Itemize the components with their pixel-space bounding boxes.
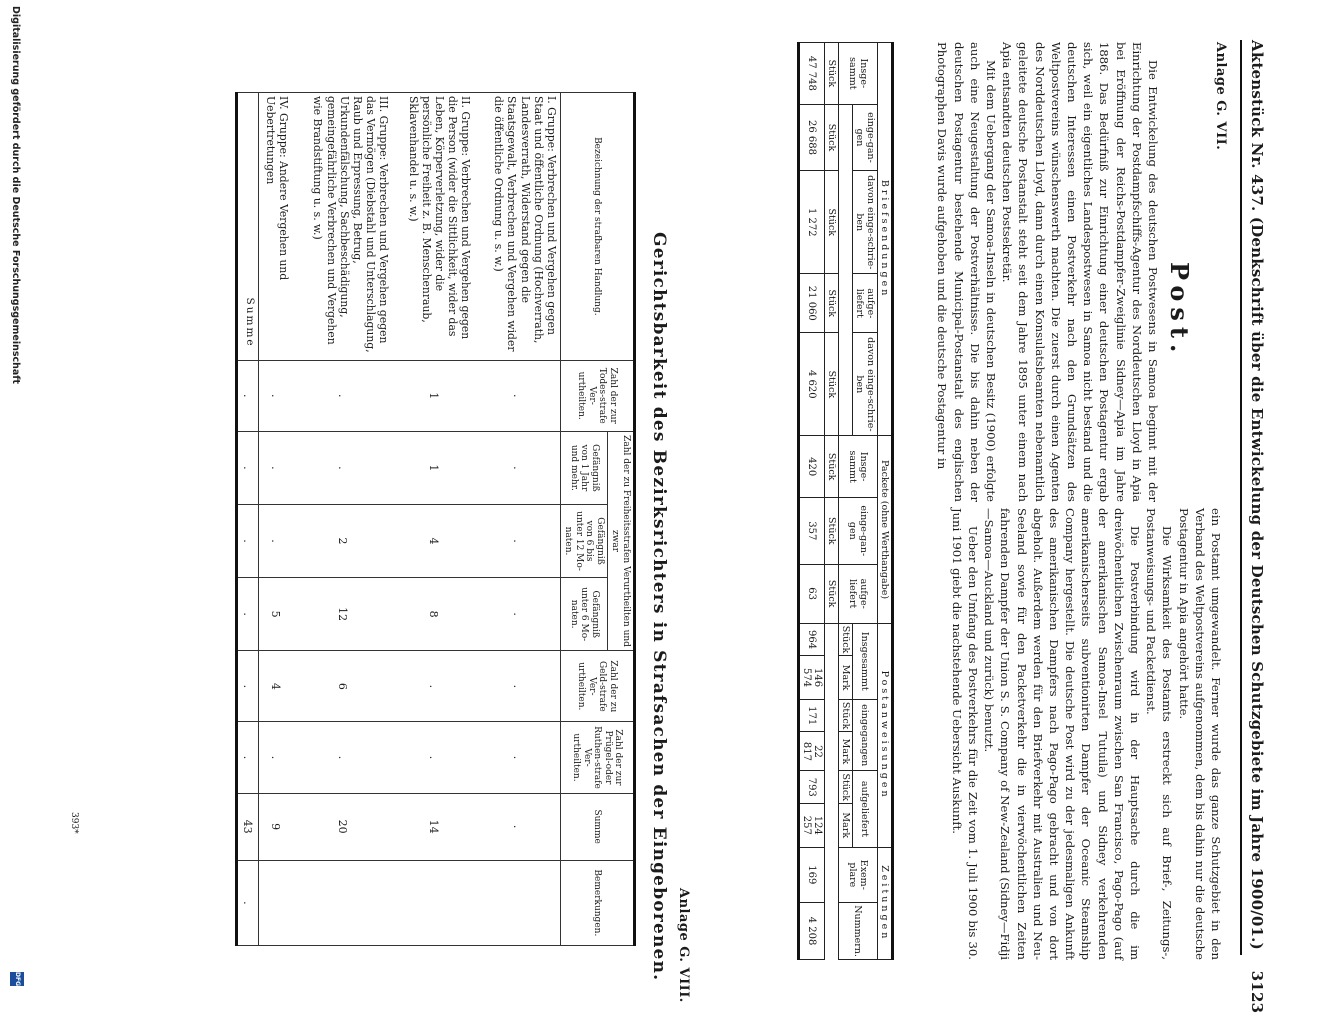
unit-cell: Stück bbox=[825, 564, 839, 623]
table-row bbox=[259, 93, 293, 946]
cell bbox=[475, 860, 561, 945]
col-header: eingegangen bbox=[853, 699, 878, 771]
cell: . bbox=[393, 722, 475, 793]
cell: 20 bbox=[293, 793, 393, 860]
unit-header: Mark bbox=[839, 656, 853, 700]
col-header-bezeichnung: Bezeichnung der strafbaren Handlung. bbox=[561, 93, 635, 361]
sum-label: Summe bbox=[237, 93, 259, 361]
col-header: aufge-liefert bbox=[853, 274, 878, 333]
col-header: Insge-sammt bbox=[839, 436, 878, 498]
cell: 9 bbox=[259, 793, 293, 860]
group-header: Zeitungen bbox=[878, 847, 893, 959]
unit-header: Mark bbox=[839, 732, 853, 771]
unit-header: Mark bbox=[839, 804, 853, 848]
unit-header: Stück bbox=[839, 623, 853, 656]
cell: 1 bbox=[393, 431, 475, 504]
value-cell: 420 bbox=[799, 436, 825, 498]
cell: 5 bbox=[259, 578, 293, 651]
col-header: Nummern. bbox=[839, 903, 878, 960]
header-rule bbox=[1240, 40, 1242, 955]
post-text-right bbox=[949, 508, 1224, 960]
cell: . bbox=[475, 431, 561, 504]
unit-header: Stück bbox=[839, 771, 853, 804]
col-header-todes: Zahl der zur Todes-strafe Ver-urtheilten. bbox=[561, 360, 635, 431]
value-cell: 4 620 bbox=[799, 333, 825, 436]
value-cell: 26 688 bbox=[799, 104, 825, 171]
row-label: I. Gruppe: Verbrechen und Vergehen gegen Staat und öffentliche Ordnung (Hochverrath, Landesverrath, Widerstand gegen die Staatsgewalt, Verbrechen und Vergehen wider die öffentliche Ordnung u. s. w.) bbox=[475, 93, 561, 361]
cell: . bbox=[237, 578, 259, 651]
value-cell: 169 bbox=[799, 847, 825, 903]
table-row bbox=[293, 93, 393, 946]
cell: 2 bbox=[293, 504, 393, 577]
unit-cell: Stück bbox=[825, 171, 839, 274]
paragraph: Die Entwickelung des deutschen Postwesens in Samoa beginnt mit der Einrichtung der Postdampfschiffs-Agentur des Norddeutschen Lloyd in Apia bei Eröffnung der Reichs-Postdampfer-Zweiglinie Sidney—Apia im Jahre 1886. Das Bedürfniß zur Einrichtung einer deutschen Postagentur ergab sich, weil ein eigentliches Landespostwesen in Samoa nicht bestand und die deutschen Interessen einen Postverkehr nach den Grundsätzen des Weltpostvereins wünschenswerth machten. Die zuerst durch einen Agenten des Norddeutschen Lloyd, dann durch einen Konsulatsbeamten nebenamtlich geleitete deutsche Postanstalt steht seit dem Jahre 1895 unter einem nach Apia entsandten deutschen Postsekretär. bbox=[1000, 42, 1160, 502]
col-header-f3: Gefängniß unter 6 Mo-naten. bbox=[561, 578, 608, 651]
value-cell: 124 257 bbox=[799, 804, 825, 848]
group-header: Postanweisungen bbox=[878, 623, 893, 847]
cell: 8 bbox=[393, 578, 475, 651]
court-statistics-table bbox=[235, 92, 636, 946]
cell: . bbox=[259, 504, 293, 577]
value-cell: 21 060 bbox=[799, 274, 825, 333]
col-header-geld: Zahl der zu Geld-strafe Ver-urtheilten. bbox=[561, 651, 635, 722]
cell: 12 bbox=[293, 578, 393, 651]
value-cell: 63 bbox=[799, 564, 825, 623]
cell: . bbox=[475, 578, 561, 651]
value-cell: 964 bbox=[799, 623, 825, 656]
anlage-g-vii-label: Anlage G. VII. bbox=[1213, 42, 1228, 151]
paragraph: Die Wirksamkeit des Postamts erstreckt sich auf Brief-, Zeitungs-, Postanweisungs- und Packetdienst. bbox=[1144, 508, 1175, 960]
cell: . bbox=[237, 360, 259, 431]
cell: 4 bbox=[259, 651, 293, 722]
row-label: II. Gruppe: Verbrechen und Vergehen gegen die Person (wider die Sittlichkeit, wider das Leben, Körperverletzung, wider die persönliche Freiheit z. B. Menschenraub, Sklavenhandel u. s. w.) bbox=[393, 93, 475, 361]
sum-row bbox=[237, 93, 259, 946]
cell: . bbox=[259, 431, 293, 504]
post-heading: Post. bbox=[1165, 262, 1194, 359]
group-header: Briefsendungen bbox=[878, 43, 893, 436]
unit-cell: Stück bbox=[825, 436, 839, 498]
cell: . bbox=[237, 504, 259, 577]
row-label: III. Gruppe: Verbrechen und Vergehen gegen das Vermögen (Diebstahl und Unterschlagung, Raub und Erpressung, Betrug, Urkundenfälschung, Sachbeschädigung, gemeingefährliche Verbrechen und Vergehen wie Brandstiftung u. s. w.) bbox=[293, 93, 393, 361]
cell bbox=[393, 860, 475, 945]
funding-note: Digitalisierung gefördert durch die Deutsche Forschungsgemeinschaft bbox=[10, 6, 21, 384]
dfg-logo-icon: DFG bbox=[10, 972, 24, 986]
col-header: einge-gan-gen bbox=[839, 498, 878, 565]
unit-cell: Stück bbox=[825, 333, 839, 436]
cell: 43 bbox=[237, 793, 259, 860]
cell: . bbox=[475, 651, 561, 722]
cell: . bbox=[293, 722, 393, 793]
cell: 14 bbox=[393, 793, 475, 860]
col-header-pruegel: Zahl der zur Prügel-oder Ruthen-strafe Ver-urtheilten. bbox=[561, 722, 635, 793]
court-heading: Gerichtsbarkeit des Bezirksrichters in Strafsachen der Eingeborenen. bbox=[649, 232, 669, 982]
paragraph: ein Postamt umgewandelt. Ferner wurde das ganze Schutzgebiet in den Verband des Weltpostvereins aufgenommen, dem bis dahin nur die deutsche Postagentur in Apia angehört hatte. bbox=[1176, 508, 1223, 960]
cell: 6 bbox=[293, 651, 393, 722]
col-header: Exem-plare bbox=[839, 847, 878, 903]
col-header: aufgeliefert bbox=[853, 771, 878, 847]
value-cell: 793 bbox=[799, 771, 825, 804]
post-statistics-table bbox=[797, 42, 894, 960]
col-header: aufge-liefert bbox=[839, 564, 878, 623]
unit-cell: Stück bbox=[825, 498, 839, 565]
cell: . bbox=[475, 793, 561, 860]
running-title: Aktenstück Nr. 437. (Denkschrift über die Entwickelung der Deutschen Schutzgebiete im Jahre 1900/01.) 3123 bbox=[1248, 40, 1266, 1013]
group-header: Packete (ohne Werthangabe) bbox=[878, 436, 893, 623]
value-cell: 47 748 bbox=[799, 43, 825, 105]
cell: . bbox=[393, 651, 475, 722]
unit-cell: Stück bbox=[825, 274, 839, 333]
col-header: Insge-sammt bbox=[839, 43, 878, 105]
post-text-left bbox=[934, 42, 1161, 502]
value-cell: 357 bbox=[799, 498, 825, 565]
anlage-g-viii-label: Anlage G. VIII. bbox=[676, 888, 691, 1003]
col-header-summe: Summe bbox=[561, 793, 635, 860]
cell: . bbox=[293, 431, 393, 504]
value-cell: 1 272 bbox=[799, 171, 825, 274]
value-cell: 146 574 bbox=[799, 656, 825, 700]
cell: . bbox=[237, 431, 259, 504]
cell: . bbox=[237, 722, 259, 793]
value-cell: 22 817 bbox=[799, 732, 825, 771]
col-header-bemerkungen: Bemerkungen. bbox=[561, 860, 635, 945]
col-header: einge-gan-gen bbox=[853, 104, 878, 171]
cell: . bbox=[475, 504, 561, 577]
cell: . bbox=[237, 860, 259, 945]
cell: . bbox=[293, 360, 393, 431]
value-cell: 4 208 bbox=[799, 903, 825, 960]
col-header: davon einge-schrie-ben bbox=[853, 333, 878, 436]
cell: 4 bbox=[393, 504, 475, 577]
col-header-f2: Gefängniß von 6 bis unter 12 Mo-naten. bbox=[561, 504, 608, 577]
table-row bbox=[393, 93, 475, 946]
cell bbox=[259, 860, 293, 945]
value-cell: 171 bbox=[799, 699, 825, 732]
page-number: 3123 bbox=[1248, 970, 1266, 1013]
paragraph: Ueber den Umfang des Postverkehrs für die Zeit vom 1. Juli 1900 bis 30. Juni 1901 giebt die nachstehende Uebersicht Auskunft. bbox=[949, 508, 980, 960]
cell: . bbox=[259, 360, 293, 431]
col-header-freiheit: Zahl der zu Freiheitsstrafen Verurtheilten und zwar bbox=[608, 431, 635, 650]
row-label: IV. Gruppe: Andere Vergehen und Uebertretungen bbox=[259, 93, 293, 361]
archive-mark: 393* bbox=[69, 812, 79, 834]
col-header: Insgesammt bbox=[853, 623, 878, 699]
paragraph: Die Postverbindung wird in der Hauptsache durch die im dreiwöchentlichen Zwischenraum zwischen San Francisco, Pago-Pago (auf der amerikanischen Samoa-Insel Tutuila) und Sidney verkehrenden amerikanischerseits subventionirten Dampfer der Oceanic Steamship Company hergestellt. Die deutsche Post wird zu der jedesmaligen Ankunft des amerikanischen Dampfers nach Pago-Pago gebracht und von dort abgeholt. Außerdem werden für den Briefverkehr mit Australien und Neu-Seeland sowie für den Packetverkehr die in vierwöchentlichen Zeiten fahrenden Dampfer der Union S. S. Company of New-Zealand (Sidney—Fidji—Samoa—Auckland und zurück) benutzt. bbox=[982, 508, 1142, 960]
col-header-f1: Gefängniß von 1 Jahr und mehr. bbox=[561, 431, 608, 504]
cell: . bbox=[475, 360, 561, 431]
paragraph: Mit dem Uebergang der Samoa-Inseln in deutschen Besitz (1900) erfolgte auch eine Neugestaltung der Postverhältnisse. Die bis dahin neben der deutschen Postagentur bestehende Municipal-Postanstalt des englischen Photographen Davis wurde aufgehoben und die deutsche Postagentur in bbox=[935, 42, 998, 502]
cell bbox=[293, 860, 393, 945]
cell: . bbox=[259, 722, 293, 793]
cell: 1 bbox=[393, 360, 475, 431]
unit-header: Stück bbox=[839, 699, 853, 732]
col-header: davon einge-schrie-ben bbox=[853, 171, 878, 274]
unit-cell: Stück bbox=[825, 43, 839, 105]
unit-cell: Stück bbox=[825, 104, 839, 171]
cell: . bbox=[237, 651, 259, 722]
cell: . bbox=[475, 722, 561, 793]
table-row bbox=[475, 93, 561, 946]
